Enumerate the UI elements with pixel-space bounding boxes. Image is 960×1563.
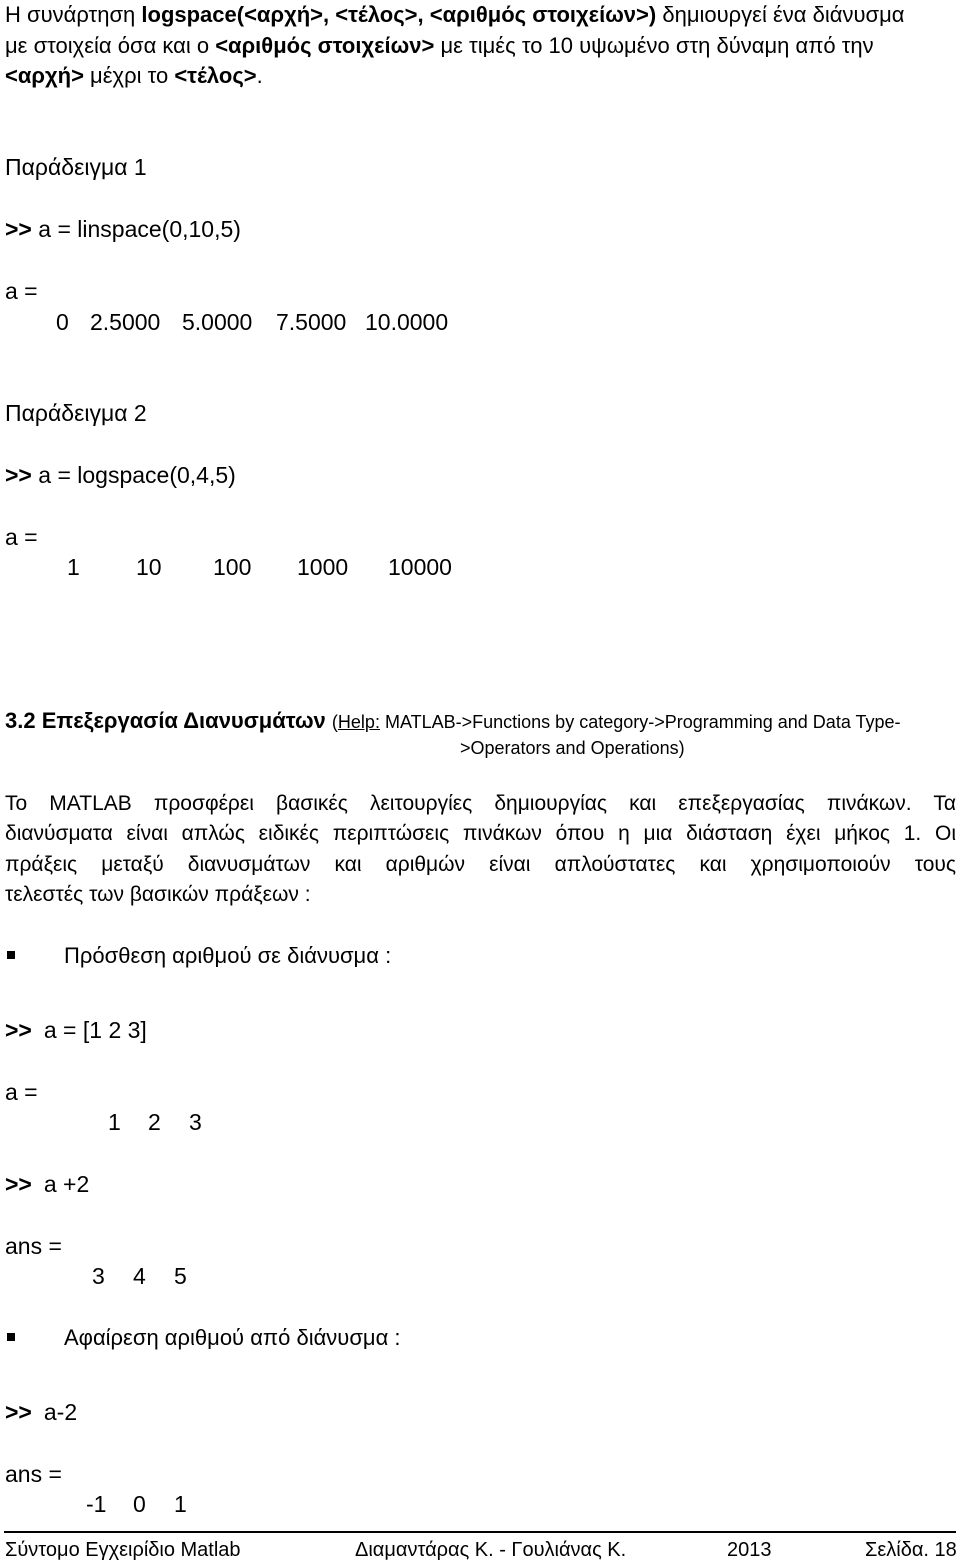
prompt: >> (5, 1399, 32, 1425)
example-2-command (5, 460, 236, 490)
prompt: >> (5, 1017, 32, 1043)
bullet-addition: Πρόσθεση αριθμού σε διάνυσμα : (64, 943, 392, 968)
result-value: 1 (108, 1109, 121, 1135)
intro-line-2 (5, 31, 874, 61)
result-value: 1 (174, 1491, 187, 1517)
example-2-value: 100 (213, 554, 252, 580)
bullet-1-command-1 (5, 1015, 147, 1045)
result-value: 0 (133, 1491, 146, 1517)
paragraph-line: τελεστές των βασικών πράξεων : (5, 883, 311, 906)
footer-year: 2013 (727, 1539, 772, 1561)
param-name: <αρχή> (5, 63, 84, 88)
command-text: a +2 (43, 1171, 90, 1197)
bullet-subtraction: Αφαίρεση αριθμού από διάνυσμα : (64, 1325, 401, 1350)
footer-title: Σύντομο Εγχειρίδιο Matlab (5, 1539, 241, 1561)
example-1-result-label: a = (5, 278, 38, 304)
intro-text: με στοιχεία όσα και ο (5, 33, 216, 58)
example-1-value: 7.5000 (276, 309, 347, 335)
result-value: 4 (133, 1263, 146, 1289)
bullet-square-icon (7, 1333, 15, 1341)
function-signature: logspace(<αρχή>, <τέλος>, <αριθμός στοιχείων>) (141, 2, 657, 27)
prompt: >> (5, 462, 32, 488)
help-path-continued: >Operators and Operations) (460, 738, 685, 758)
footer-authors: Διαμαντάρας Κ. - Γουλιάνας Κ. (355, 1539, 627, 1561)
example-2-value: 10 (136, 554, 162, 580)
command-text: a = [1 2 3] (43, 1017, 147, 1043)
example-1-command (5, 214, 241, 244)
paragraph-line: Το MATLAB προσφέρει βασικές λειτουργίες δημιουργίας και επεξεργασίας πινάκων. Τα (5, 792, 956, 815)
intro-text: . (256, 63, 263, 88)
param-name: <τέλος> (174, 63, 257, 88)
result-value: -1 (86, 1491, 107, 1517)
result-value: 5 (174, 1263, 187, 1289)
result-value: 3 (189, 1109, 202, 1135)
result-value: 2 (148, 1109, 161, 1135)
bullet-1-result-label-1: a = (5, 1079, 38, 1105)
bullet-1-result-label-2: ans = (5, 1233, 62, 1259)
example-2-value: 1000 (297, 554, 349, 580)
bullet-square-icon (7, 951, 15, 959)
example-1-value: 10.0000 (365, 309, 449, 335)
example-2-value: 1 (67, 554, 80, 580)
help-link[interactable]: Help: (337, 712, 380, 732)
help-paren: ( (331, 712, 338, 732)
example-2-result-label: a = (5, 524, 38, 550)
bullet-2-result-label: ans = (5, 1461, 62, 1487)
help-path: MATLAB->Functions by category->Programming and Data Type- (379, 712, 901, 732)
example-1-heading: Παράδειγμα 1 (5, 154, 147, 180)
command-text: a-2 (43, 1399, 78, 1425)
command-text: a = linspace(0,10,5) (31, 216, 241, 242)
intro-line-3 (5, 61, 263, 91)
bullet-1-command-2 (5, 1169, 89, 1199)
intro-line-1 (5, 0, 904, 30)
bullet-2-command (5, 1397, 77, 1427)
prompt: >> (5, 1171, 32, 1197)
param-name: <αριθμός στοιχείων> (215, 33, 435, 58)
command-text: a = logspace(0,4,5) (31, 462, 236, 488)
result-value: 3 (92, 1263, 105, 1289)
example-2-value: 10000 (388, 554, 452, 580)
example-1-value: 2.5000 (90, 309, 161, 335)
example-1-value: 0 (56, 309, 69, 335)
footer-rule (4, 1531, 956, 1533)
intro-text: δημιουργεί ένα διάνυσμα (656, 2, 905, 27)
example-1-value: 5.0000 (182, 309, 253, 335)
example-2-heading: Παράδειγμα 2 (5, 400, 147, 426)
section-title: 3.2 Επεξεργασία Διανυσμάτων (5, 708, 326, 733)
section-heading (5, 706, 901, 737)
intro-text: με τιμές το 10 υψωμένο στη δύναμη από την (434, 33, 874, 58)
footer-page: Σελίδα. 18 (865, 1539, 957, 1561)
intro-text: Η συνάρτηση (5, 2, 142, 27)
intro-text: μέχρι το (83, 63, 175, 88)
prompt: >> (5, 216, 32, 242)
paragraph-line: πράξεις μεταξύ διανυσμάτων και αριθμών είναι απλούστατες και χρησιμοποιούν τους (5, 853, 956, 876)
paragraph-line: διανύσματα είναι απλώς ειδικές περιπτώσεις πινάκων όπου η μια διάσταση έχει μήκος 1. Οι (5, 822, 956, 845)
